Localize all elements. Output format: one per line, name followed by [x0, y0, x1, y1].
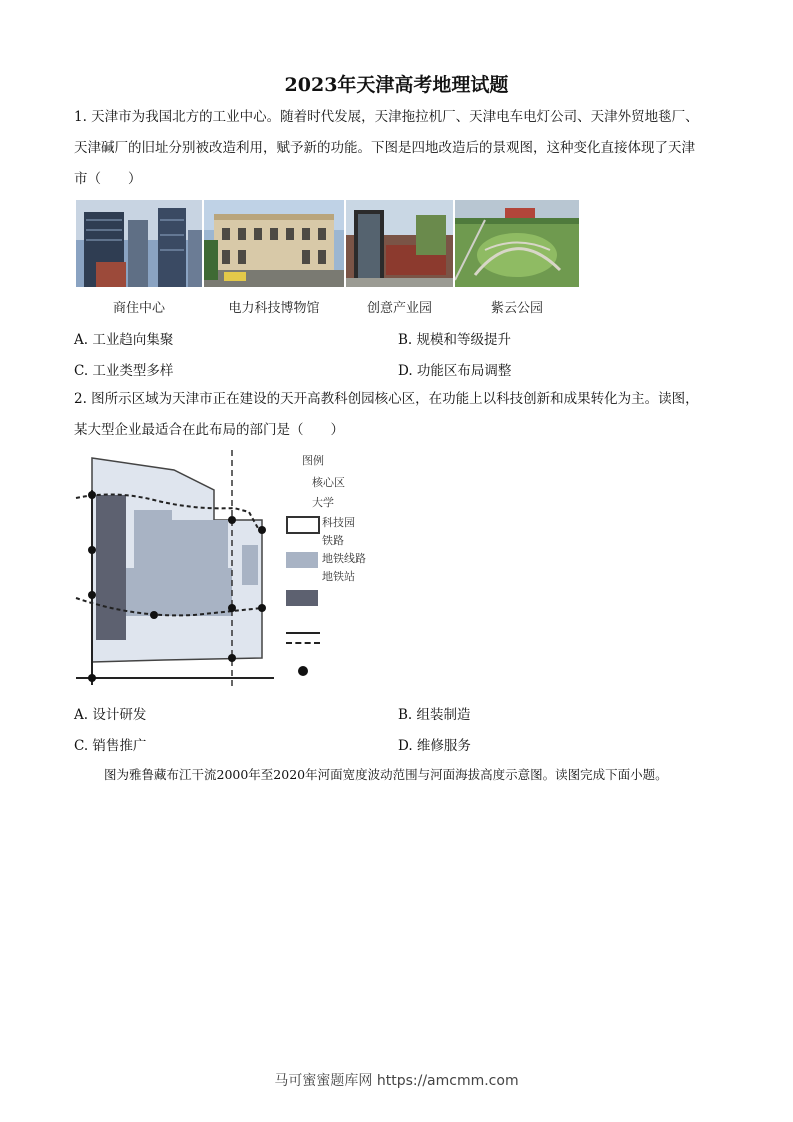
question-3-intro: 图为雅鲁藏布江干流2000年至2020年河面宽度波动范围与河面海拔高度示意图。读图完成下面小题。 [104, 767, 668, 782]
photo-power-museum [204, 200, 344, 287]
photo-ziyun-park [455, 200, 579, 287]
legend-metro-swatch [286, 642, 320, 644]
page-title: 2023年天津高考地理试题 [284, 74, 509, 96]
caption-power-museum: 电力科技博物馆 [228, 301, 320, 316]
map-legend [290, 450, 410, 690]
legend-label-university: 大学 [312, 496, 334, 509]
question-1-line-2: 天津碱厂的旧址分别被改造利用，赋予新的功能。下图是四地改造后的景观图，这种变化直接体现了天津 [74, 140, 695, 156]
q1-option-b[interactable]: B. 规模和等级提升 [398, 332, 512, 348]
site-footer[interactable]: 马可蜜蜜题库网 https://amcmm.com [274, 1073, 519, 1089]
legend-label-railway: 铁路 [322, 534, 344, 547]
q2-option-b[interactable]: B. 组装制造 [398, 707, 471, 723]
question-2-text [74, 384, 734, 446]
question-1-line-1: 1. 天津市为我国北方的工业中心。随着时代发展，天津拖拉机厂、天津电车电灯公司、天津外贸地毯厂、 [74, 109, 699, 125]
photo-creative-park [346, 200, 453, 287]
q2-option-a[interactable]: A. 设计研发 [74, 707, 147, 723]
q1-option-c[interactable]: C. 工业类型多样 [74, 363, 174, 379]
legend-label-metro-line: 地铁线路 [322, 552, 366, 565]
legend-label-core-area: 核心区 [312, 476, 345, 489]
question-2-line-2: 某大型企业最适合在此布局的部门是（ ） [74, 422, 344, 438]
caption-creative-park: 创意产业园 [366, 301, 432, 316]
caption-commercial-center: 商住中心 [112, 301, 165, 316]
q2-option-c[interactable]: C. 销售推广 [74, 738, 147, 754]
caption-ziyun-park: 紫云公园 [490, 301, 543, 316]
legend-railway-swatch [286, 632, 320, 634]
legend-title: 图例 [302, 454, 324, 467]
university-block [242, 545, 258, 585]
q1-option-a[interactable]: A. 工业趋向集聚 [74, 332, 174, 348]
legend-core-area-swatch [286, 516, 320, 534]
legend-metro-station-icon [298, 666, 308, 676]
question-1-line-3: 市（ ） [74, 171, 142, 187]
q2-option-d[interactable]: D. 维修服务 [398, 738, 471, 754]
question-1-text [74, 102, 734, 195]
photo-commercial-center [76, 200, 202, 287]
university-block [134, 510, 172, 570]
legend-label-tech-park: 科技园 [322, 516, 355, 529]
university-block [122, 568, 232, 616]
university-block [170, 520, 228, 570]
q1-option-d[interactable]: D. 功能区布局调整 [398, 363, 512, 379]
question-2-line-1: 2. 图所示区域为天津市正在建设的天开高教科创园核心区，在功能上以科技创新和成果转化为主。读图， [74, 391, 699, 407]
legend-university-swatch [286, 552, 318, 568]
legend-label-metro-station: 地铁站 [322, 570, 355, 583]
legend-tech-park-swatch [286, 590, 318, 606]
tech-park-block [96, 495, 126, 640]
